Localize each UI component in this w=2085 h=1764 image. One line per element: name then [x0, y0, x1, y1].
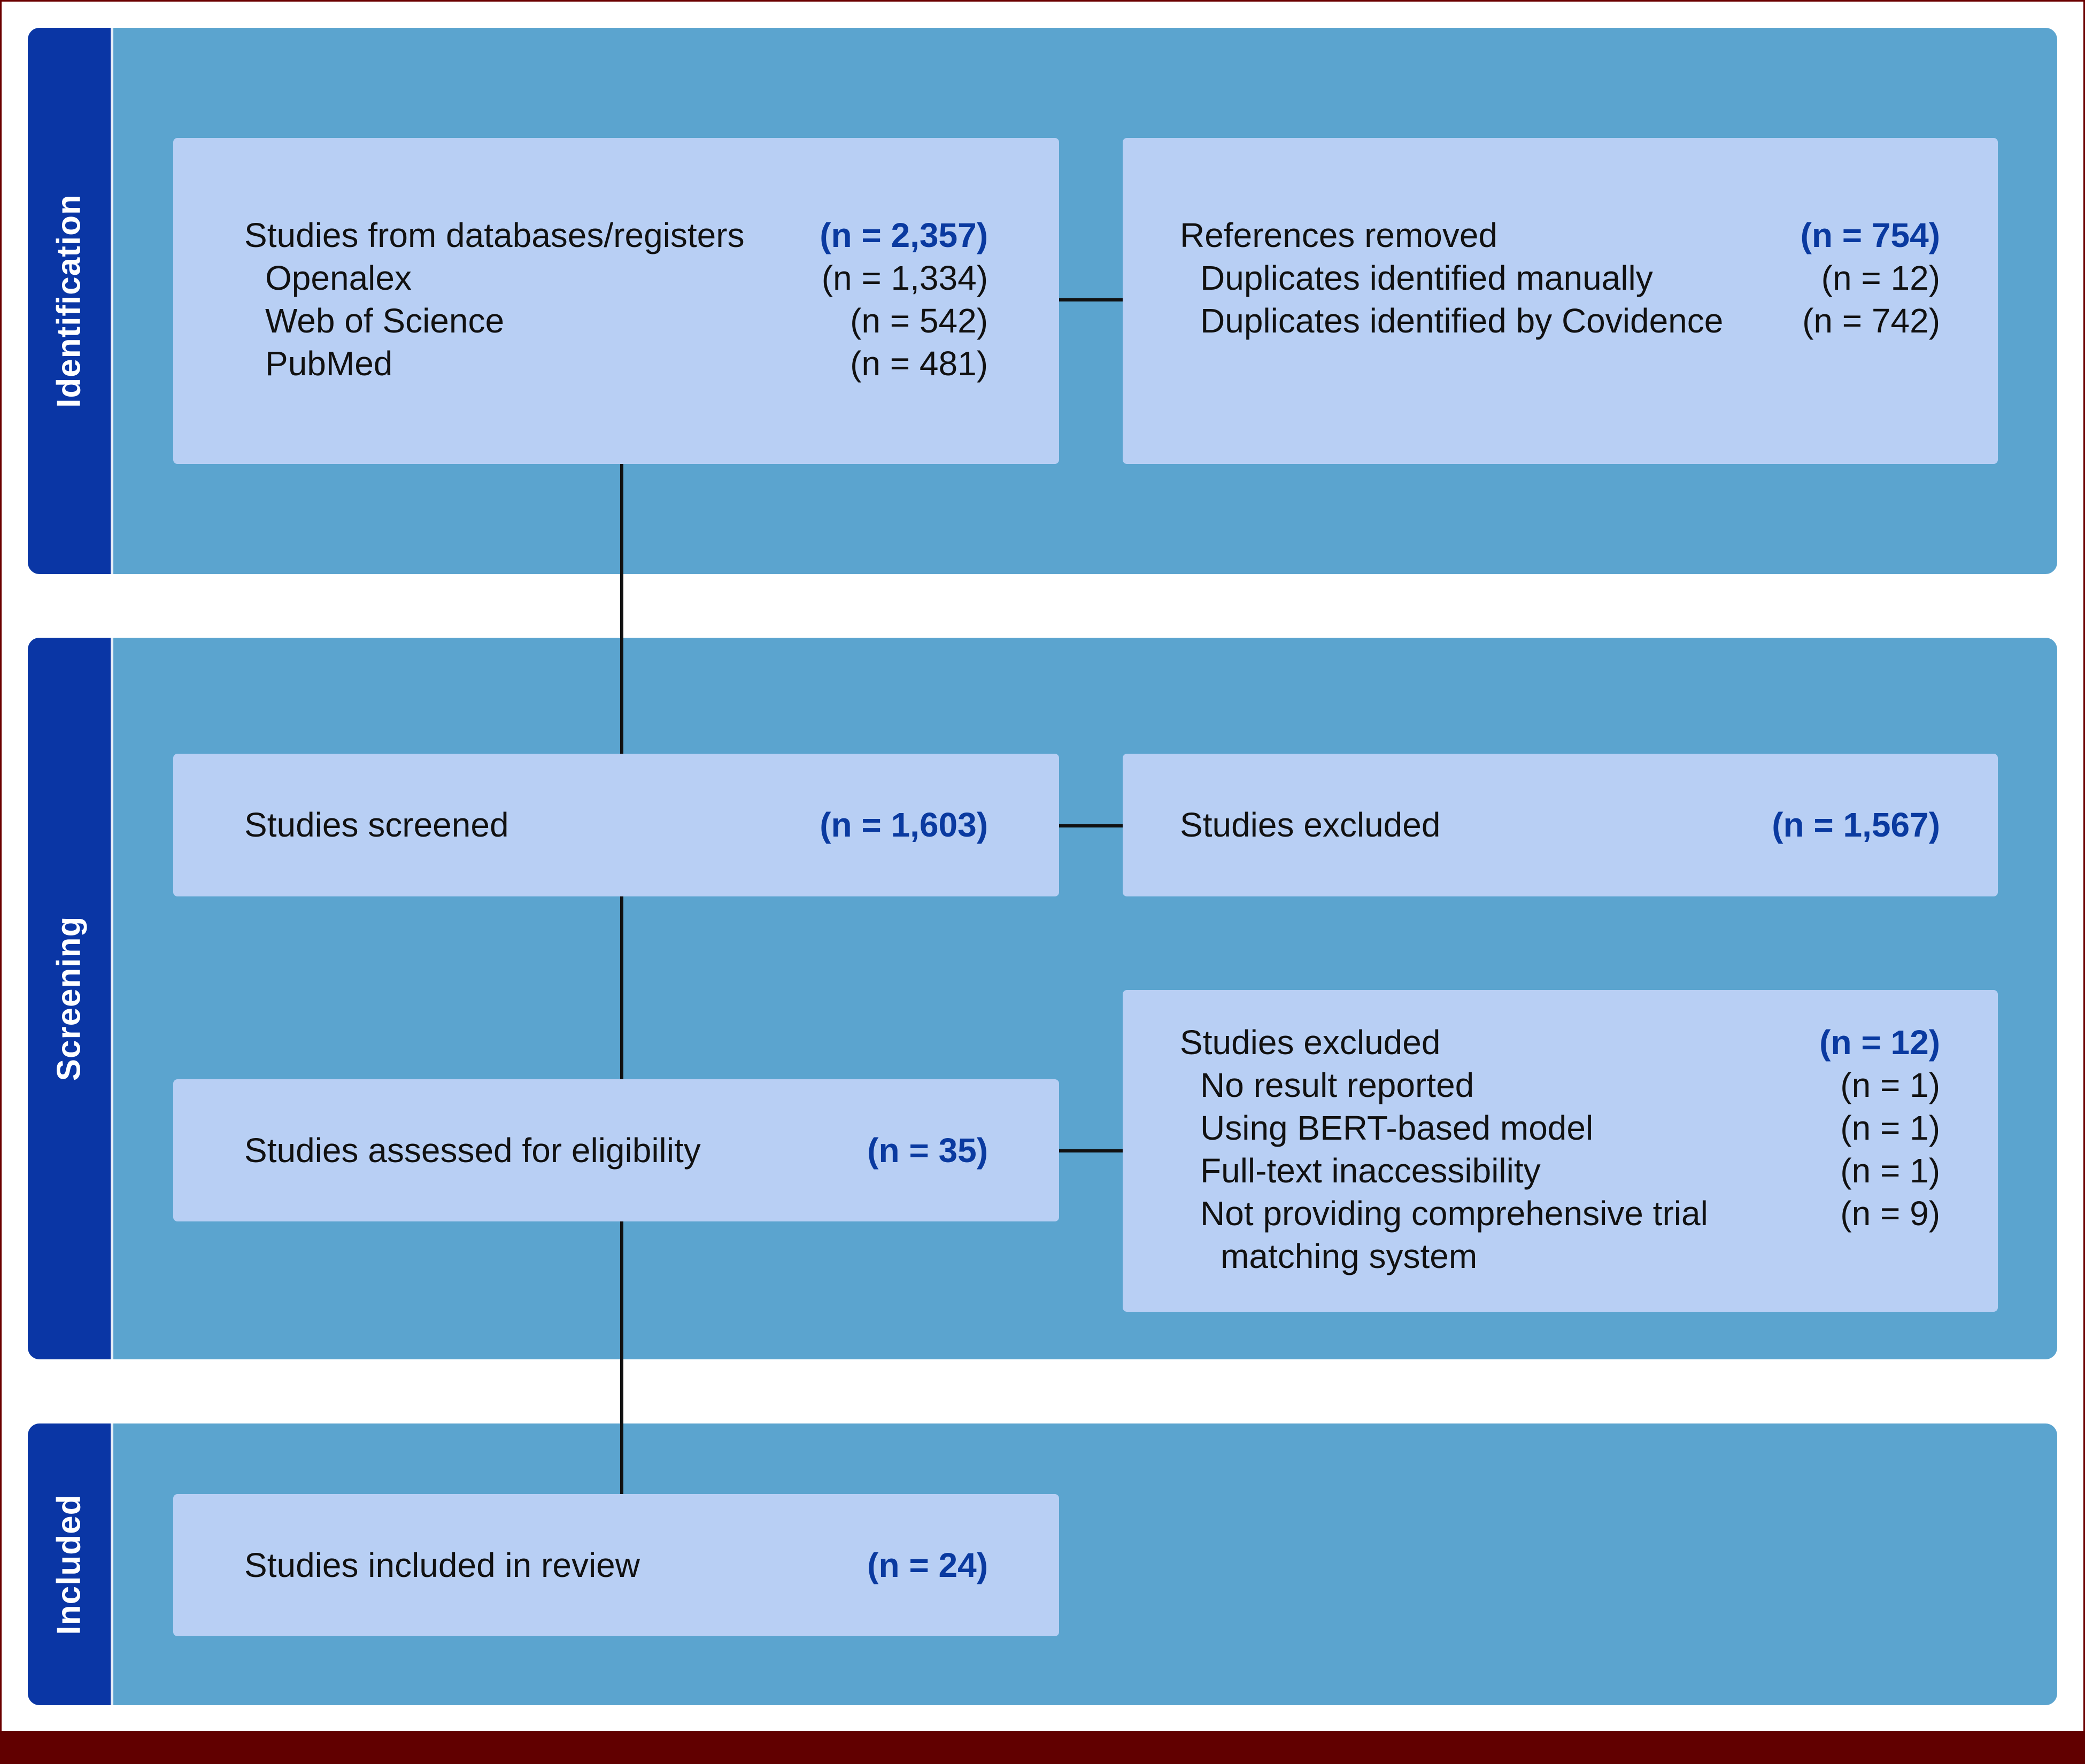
- excluded-fulltext-total-count: (n = 12): [1819, 1023, 1940, 1062]
- reason-no-system: Not providing comprehensive trial: [1200, 1194, 1708, 1233]
- connector-screened-to-eligibility: [620, 896, 623, 1079]
- databases-title: Studies from databases/registers: [244, 216, 745, 254]
- databases-total-count: (n = 2,357): [820, 216, 988, 254]
- database-pubmed-count: (n = 481): [850, 344, 988, 383]
- included-label: Included: [50, 1494, 88, 1635]
- database-web-of-science: Web of Science: [265, 301, 505, 340]
- included-count: (n = 24): [867, 1546, 988, 1584]
- identification-tab: [28, 28, 111, 574]
- frame-left-border: [0, 0, 2, 1764]
- excluded-fulltext-title: Studies excluded: [1180, 1023, 1441, 1062]
- included-box: [173, 1494, 1059, 1636]
- list-item: [173, 342, 1059, 385]
- database-openalex: Openalex: [265, 259, 412, 297]
- references-removed-box: [1123, 138, 1998, 464]
- included-tab: [28, 1423, 111, 1705]
- connector-databases-to-removed: [1059, 298, 1123, 301]
- list-item: [1123, 257, 1998, 299]
- database-web-of-science-count: (n = 542): [850, 301, 988, 340]
- screening-label: Screening: [50, 916, 88, 1081]
- reason-inaccessible-count: (n = 1): [1840, 1151, 1940, 1190]
- databases-box: [173, 138, 1059, 464]
- database-openalex-count: (n = 1,334): [821, 259, 988, 297]
- included-label-text: Studies included in review: [244, 1546, 640, 1584]
- excluded-screening-label: Studies excluded: [1180, 806, 1441, 844]
- reason-bert-model: Using BERT-based model: [1200, 1109, 1594, 1147]
- reason-no-result: No result reported: [1200, 1066, 1474, 1104]
- database-pubmed: PubMed: [265, 344, 393, 383]
- reason-inaccessible: Full-text inaccessibility: [1200, 1151, 1541, 1190]
- list-item: [1123, 1192, 1998, 1235]
- removed-total-count: (n = 754): [1800, 216, 1940, 254]
- reason-no-system-continued: matching system: [1221, 1237, 1478, 1275]
- list-item: [1123, 1064, 1998, 1107]
- excluded-screening-count: (n = 1,567): [1772, 806, 1940, 844]
- list-item: [1123, 1107, 1998, 1149]
- footer-bar: [0, 1731, 2085, 1764]
- removed-title: References removed: [1180, 216, 1498, 254]
- list-item: [173, 257, 1059, 299]
- duplicates-manual-count: (n = 12): [1821, 259, 1940, 297]
- screening-tab: [28, 638, 111, 1359]
- eligibility-label: Studies assessed for eligibility: [244, 1131, 701, 1170]
- reason-no-system-count: (n = 9): [1840, 1194, 1940, 1233]
- reason-bert-model-count: (n = 1): [1840, 1109, 1940, 1147]
- connector-screened-to-excluded: [1059, 824, 1123, 827]
- duplicates-covidence: Duplicates identified by Covidence: [1200, 301, 1724, 340]
- duplicates-covidence-count: (n = 742): [1802, 301, 1940, 340]
- list-item: [1123, 1149, 1998, 1192]
- studies-excluded-fulltext-box: [1123, 990, 1998, 1312]
- screened-count: (n = 1,603): [820, 806, 988, 844]
- studies-excluded-screening-box: [1123, 754, 1998, 896]
- connector-identification-to-screened: [620, 464, 623, 754]
- list-item: [173, 299, 1059, 342]
- frame-top-border: [0, 0, 2085, 2]
- duplicates-manual: Duplicates identified manually: [1200, 259, 1653, 297]
- connector-eligibility-to-included: [620, 1221, 623, 1494]
- eligibility-count: (n = 35): [867, 1131, 988, 1170]
- eligibility-box: [173, 1079, 1059, 1221]
- reason-no-result-count: (n = 1): [1840, 1066, 1940, 1104]
- studies-screened-box: [173, 754, 1059, 896]
- screened-label: Studies screened: [244, 806, 509, 844]
- identification-label: Identification: [50, 194, 88, 408]
- list-item: [1123, 299, 1998, 342]
- connector-eligibility-to-excluded: [1059, 1149, 1123, 1152]
